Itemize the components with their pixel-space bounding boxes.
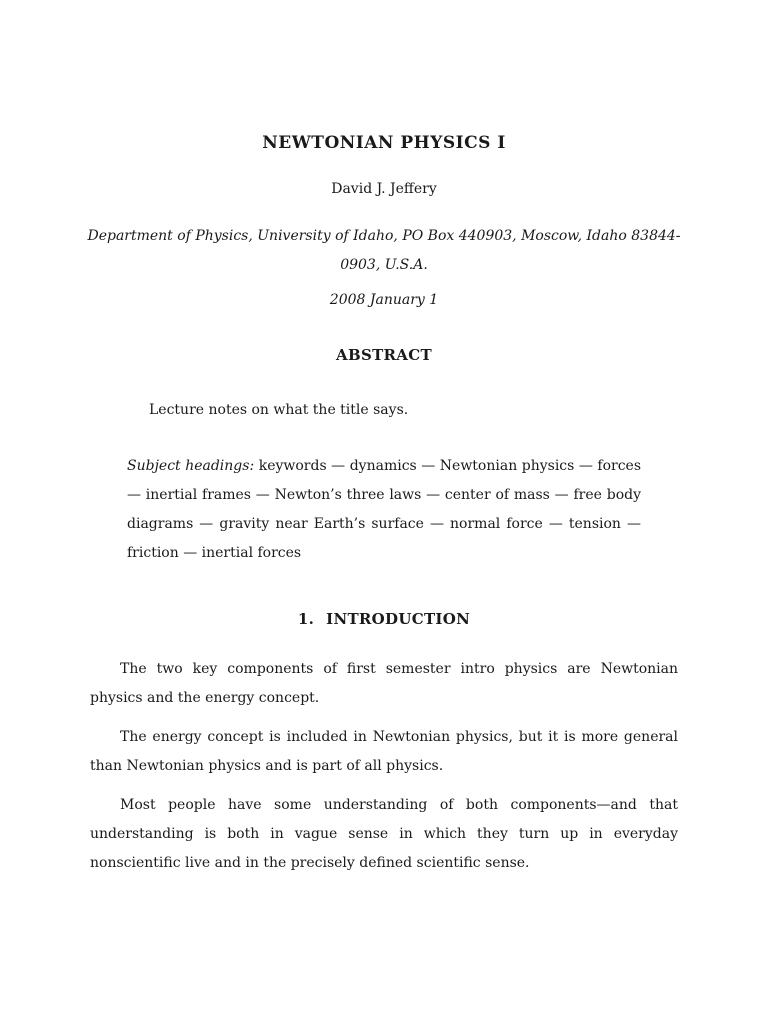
section-number: 1. xyxy=(297,610,315,628)
section-title: INTRODUCTION xyxy=(326,610,471,628)
subject-headings xyxy=(127,452,641,568)
paper-author: David J. Jeffery xyxy=(331,181,437,197)
subject-headings-list: keywords — dynamics — Newtonian physics — forces — inertial frames — Newton’s three laws — center of mass — free body diagrams — gravity near Earth’s surface — normal force — tension — friction — inertial forces xyxy=(127,458,642,561)
section-heading xyxy=(0,610,768,628)
intro-paragraph: Most people have some understanding of both components—and that understanding is both in vague sense in which they turn up in everyday nonscientific live and in the precisely defined scientific sense. xyxy=(90,797,678,871)
paper-affiliation: Department of Physics, University of Idaho, PO Box 440903, Moscow, Idaho 83844-0903, U.S.A. xyxy=(87,228,681,273)
paper-date: 2008 January 1 xyxy=(329,292,439,308)
abstract-heading: ABSTRACT xyxy=(336,346,432,364)
abstract-text: Lecture notes on what the title says. xyxy=(149,402,409,418)
paper-title: NEWTONIAN PHYSICS I xyxy=(262,133,506,153)
intro-paragraph: The energy concept is included in Newtonian physics, but it is more general than Newtonian physics and is part of all physics. xyxy=(90,729,678,774)
intro-paragraph: The two key components of first semester intro physics are Newtonian physics and the energy concept. xyxy=(90,661,678,706)
subject-headings-label: Subject headings: xyxy=(127,458,255,474)
